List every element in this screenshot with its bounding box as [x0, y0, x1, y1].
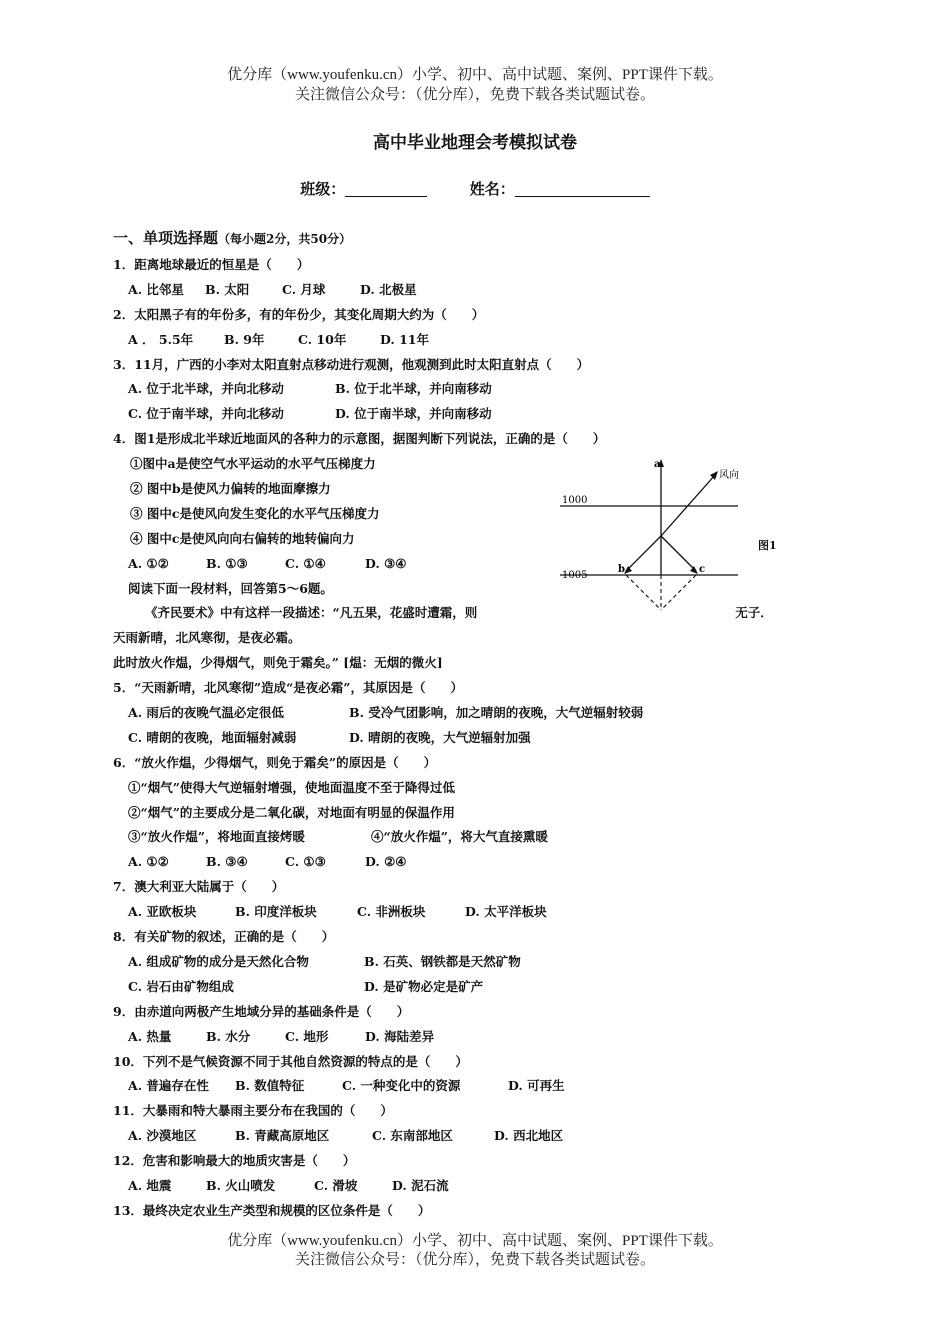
footer-line-2: 关注微信公众号：（优分库），免费下载各类试题试卷。: [294, 1252, 655, 1268]
question-7-stem: 7．澳大利亚大陆属于（ ）: [113, 879, 285, 895]
option-d[interactable]: D. 可再生: [508, 1078, 565, 1094]
option-d[interactable]: D. ③④: [365, 555, 407, 571]
option-a[interactable]: A. 热量: [128, 1028, 172, 1044]
question-6-stem: 6．“放火作煴，少得烟气，则免于霜矣”的原因是（ ）: [113, 754, 437, 770]
question-9-stem: 9．由赤道向两极产生地域分异的基础条件是（ ）: [113, 1003, 410, 1019]
question-3-options-row2: [113, 402, 853, 427]
class-blank[interactable]: [345, 180, 427, 197]
label-c: c: [699, 564, 706, 575]
option-c[interactable]: C. 晴朗的夜晚，地面辐射减弱: [128, 729, 297, 745]
name-blank[interactable]: [515, 180, 650, 197]
option-b[interactable]: B. 9年: [224, 331, 265, 347]
question-5-options-row1: [113, 701, 853, 726]
option-a[interactable]: A. ①②: [128, 854, 169, 870]
question-4-statement-1: ①图中a是使空气水平运动的水平气压梯度力: [130, 456, 376, 472]
option-b[interactable]: B. ③④: [206, 854, 248, 870]
option-b[interactable]: B. 火山喷发: [206, 1177, 276, 1193]
option-c[interactable]: C. 位于南半球，并向北移动: [128, 406, 284, 422]
question-3-options-row1: [113, 377, 853, 402]
question-6-statement-1: ①“烟气”使得大气逆辐射增强，使地面温度不至于降得过低: [128, 779, 455, 795]
option-c[interactable]: C. 滑坡: [314, 1177, 358, 1193]
figure-1-caption: 图1: [758, 539, 777, 552]
label-wind: 风向: [719, 470, 739, 481]
question-12-stem: 12．危害和影响最大的地质灾害是（ ）: [113, 1153, 356, 1169]
header-line-1: 优分库（www.youfenku.cn）小学、初中、高中试题、案例、PPT课件下载。: [227, 67, 723, 83]
question-4-statement-3: ③ 图中c是使风向发生变化的水平气压梯度力: [130, 505, 380, 521]
option-a[interactable]: A. 组成矿物的成分是天然化合物: [128, 953, 309, 969]
question-7-options: [113, 900, 853, 925]
option-b[interactable]: B. 青藏高原地区: [235, 1128, 330, 1144]
option-c[interactable]: C. 地形: [285, 1028, 329, 1044]
question-10-stem: 10．下列不是气候资源不同于其他自然资源的特点的是（ ）: [113, 1053, 468, 1069]
option-d[interactable]: D. 晴朗的夜晚，大气逆辐射加强: [349, 729, 531, 745]
option-b[interactable]: B. 太阳: [205, 281, 250, 297]
option-d[interactable]: D. 海陆差异: [365, 1028, 435, 1044]
question-13-stem: 13．最终决定农业生产类型和规模的区位条件是（ ）: [113, 1202, 431, 1218]
option-a[interactable]: A. 亚欧板块: [128, 904, 197, 920]
option-b[interactable]: B. 石英、钢铁都是天然矿物: [364, 953, 521, 969]
option-d[interactable]: D. 是矿物必定是矿产: [364, 978, 484, 994]
question-3-stem: 3．11月，广西的小李对太阳直射点移动进行观测，他观测到此时太阳直射点（ ）: [113, 356, 590, 372]
option-a[interactable]: A. 普遍存在性: [128, 1078, 209, 1094]
label-a: a: [654, 459, 661, 470]
option-d[interactable]: D. 位于南半球，并向南移动: [335, 406, 492, 422]
option-c[interactable]: C. 月球: [282, 281, 326, 297]
force-b-arrowhead: [624, 566, 632, 574]
question-12-options: [113, 1174, 853, 1199]
option-a[interactable]: A. 位于北半球，并向北移动: [128, 381, 284, 397]
option-b[interactable]: B. 印度洋板块: [235, 904, 317, 920]
option-d[interactable]: D. 泥石流: [392, 1177, 449, 1193]
question-8-stem: 8．有关矿物的叙述，正确的是（ ）: [113, 929, 335, 945]
option-c[interactable]: C. 一种变化中的资源: [342, 1078, 461, 1094]
reading-paragraph-2: 天雨新晴，北风寒彻，是夜必霜。: [113, 630, 301, 646]
question-5-options-row2: [113, 726, 853, 751]
question-list: [113, 226, 853, 1224]
question-6-statement-3: ③“放火作煴”，将地面直接烤暖: [128, 829, 305, 845]
option-c[interactable]: C. 东南部地区: [372, 1128, 453, 1144]
reading-intro: 阅读下面一段材料，回答第5～6题。: [128, 580, 333, 596]
force-c-arrowhead: [690, 566, 698, 574]
section-note: （每小题2分，共50分）: [218, 232, 352, 246]
reading-paragraph-3: 此时放火作煴，少得烟气，则免于霜矣。” [煴：无烟的微火]: [113, 655, 443, 671]
option-a[interactable]: A ． 5.5年: [128, 331, 194, 347]
question-2-options: [113, 328, 853, 353]
question-2-stem: 2．太阳黑子有的年份多，有的年份少，其变化周期大约为（ ）: [113, 306, 485, 322]
option-c[interactable]: C. 岩石由矿物组成: [128, 978, 234, 994]
section-title: [113, 226, 853, 253]
option-b[interactable]: B. 受冷气团影响，加之晴朗的夜晚，大气逆辐射较弱: [349, 705, 644, 721]
option-c[interactable]: C. ①③: [285, 854, 326, 870]
question-4-statement-4: ④ 图中c是使风向向右偏转的地转偏向力: [130, 530, 355, 546]
figure-1-diagram: [560, 455, 790, 615]
option-a[interactable]: A. ①②: [128, 555, 169, 571]
question-6-statement-2: ②“烟气”的主要成分是二氧化碳，对地面有明显的保温作用: [128, 804, 455, 820]
label-1005: 1005: [562, 570, 588, 581]
student-info: [0, 178, 950, 199]
option-a[interactable]: A. 比邻星: [128, 281, 184, 297]
reading-p1-right: 无子．: [735, 605, 773, 621]
option-a[interactable]: A. 沙漠地区: [128, 1128, 197, 1144]
reading-p1-left: 《齐民要术》中有这样一段描述：“凡五果，花盛时遭霜，则: [145, 605, 478, 621]
question-6-statements-3-4: [113, 825, 853, 850]
question-8-options-row1: [113, 950, 853, 975]
question-10-options: [113, 1074, 853, 1099]
force-b-line: [626, 536, 661, 571]
question-4-statement-2: ② 图中b是使风力偏转的地面摩擦力: [130, 481, 331, 497]
option-d[interactable]: D. 太平洋板块: [465, 904, 547, 920]
question-11-options: [113, 1124, 853, 1149]
page-title: 高中毕业地理会考模拟试卷: [373, 133, 577, 153]
question-6-statement-4: ④“放火作煴”，将大气直接熏暖: [371, 829, 548, 845]
option-c[interactable]: C. 10年: [298, 331, 347, 347]
section-title-text: 一、单项选择题: [113, 229, 219, 247]
question-5-stem: 5．“天雨新晴，北风寒彻”造成“是夜必霜”，其原因是（ ）: [113, 680, 463, 696]
option-d[interactable]: D. 11年: [380, 331, 429, 347]
dashed-line-left: [626, 575, 661, 610]
label-1000: 1000: [562, 495, 588, 506]
label-b: b: [618, 564, 625, 575]
option-a[interactable]: A. 雨后的夜晚气温必定很低: [128, 705, 284, 721]
question-6-options: [113, 850, 853, 875]
question-9-options: [113, 1025, 853, 1050]
class-label: 班级：: [300, 180, 346, 198]
footer-line-1: 优分库（www.youfenku.cn）小学、初中、高中试题、案例、PPT课件下载。: [227, 1233, 723, 1249]
option-b[interactable]: B. 数值特征: [235, 1078, 305, 1094]
option-b[interactable]: B. 水分: [206, 1028, 251, 1044]
force-c-line: [661, 536, 696, 571]
option-c[interactable]: C. ①④: [285, 555, 326, 571]
name-label: 姓名：: [469, 180, 515, 198]
header-line-2: 关注微信公众号：（优分库），免费下载各类试题试卷。: [294, 87, 655, 103]
option-c[interactable]: C. 非洲板块: [357, 904, 426, 920]
option-b[interactable]: B. 位于北半球，并向南移动: [335, 381, 492, 397]
option-d[interactable]: D. 北极星: [360, 281, 417, 297]
dashed-line-right: [661, 575, 696, 610]
question-8-options-row2: [113, 975, 853, 1000]
question-4-stem: 4．图1是形成北半球近地面风的各种力的示意图，据图判断下列说法，正确的是（ ）: [113, 431, 606, 447]
question-11-stem: 11．大暴雨和特大暴雨主要分布在我国的（ ）: [113, 1103, 393, 1119]
question-1-options: [113, 278, 853, 303]
option-d[interactable]: D. 西北地区: [494, 1128, 564, 1144]
question-1-stem: 1．距离地球最近的恒星是（ ）: [113, 257, 310, 272]
option-a[interactable]: A. 地震: [128, 1177, 172, 1193]
option-b[interactable]: B. ①③: [206, 555, 248, 571]
option-d[interactable]: D. ②④: [365, 854, 407, 870]
